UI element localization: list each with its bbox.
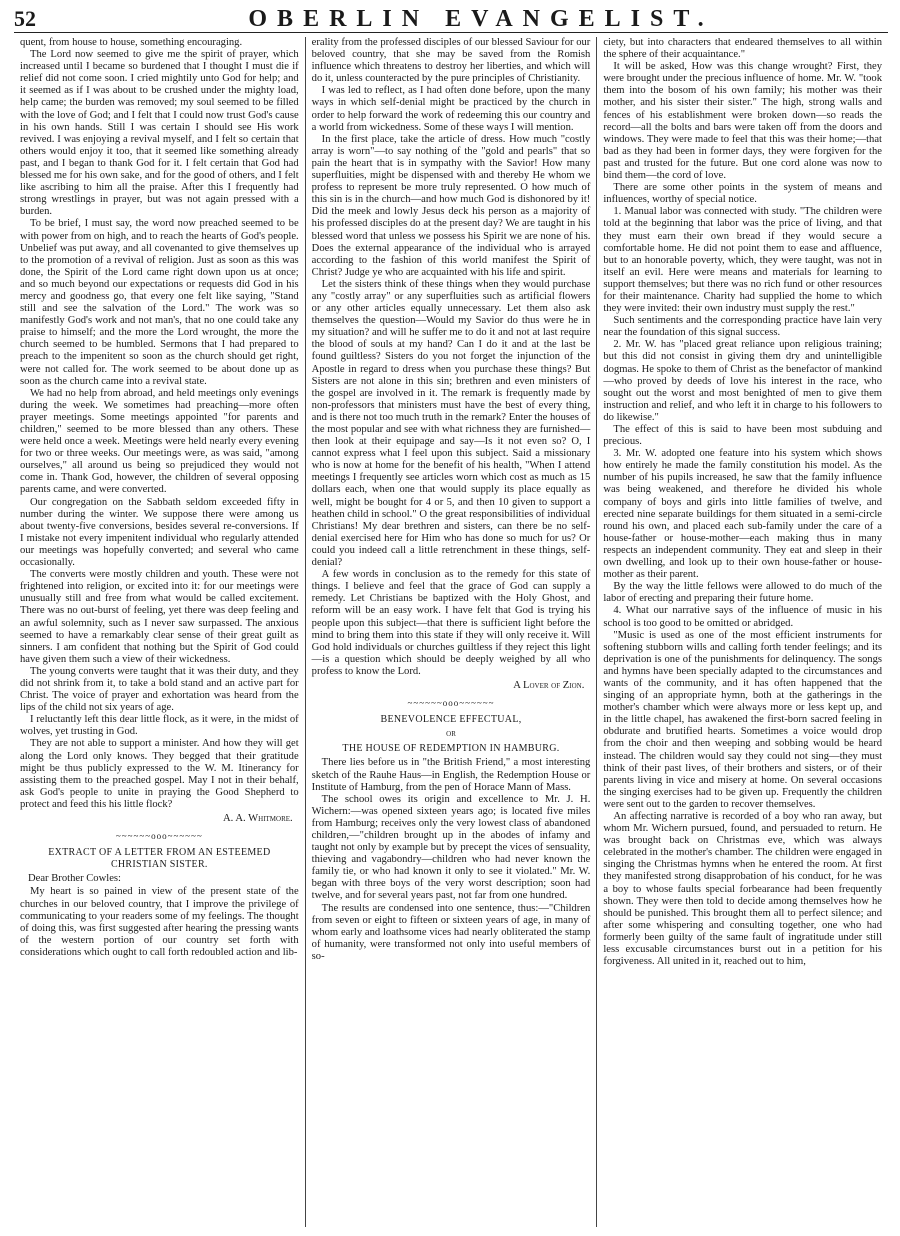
paragraph: Our congregation on the Sabbath seldom exceeded fifty in number during the winter. We suppose there were among us about twenty-five conversions, besides several re-conversions. If I mistake not every impenitent individual who regularly attended our meetings was hopefully converted; and several who came occasionally. (20, 496, 299, 569)
paragraph: We had no help from abroad, and held meetings only evenings during the week. We sometimes had preaching—more often prayer meetings. Some meetings appointed "for parents and children," seemed to be more blessed than any others. These were held once a week. Meetings were held nearly every evening for two or three weeks. Our meetings were, as was said, "among ourselves," all around us being so prejudiced they would not come in. Thank God, however, the children of several opposing parents came, and were converted. (20, 387, 299, 496)
paragraph: To be brief, I must say, the word now preached seemed to be with power from on high, and to reach the hearts of God's people. Unbelief was put away, and all covenanted to give themselves up to the promotion of a revival of religion. Just as soon as this was done, the Spirit of the Lord came right down upon us at once; and so much beyond our expectations or requests did God in his mercy and goodness go, that every one felt like saying, "Stand still and see the salvation of the Lord." The work was so manifestly God's work and not man's, that no one could take any praise to himself; and the more the Lord wrought, the more the church seemed to be humbled. Sermons that I had prepared to preach to the impenitent so soon as the church should get right, were not called for. The work seemed to be about done up as soon as the church came into a revival state. (20, 218, 299, 387)
paragraph: My heart is so pained in view of the present state of the churches in our beloved country, that I improve the privilege of communicating to your readers some of my feelings. The thought of doing this, was first suggested after hearing the pressing wants of the western portion of our country set forth with considerations which ought to call forth redoubled action and lib- (20, 886, 299, 958)
column-2 (305, 37, 597, 1227)
paragraph: It will be asked, How was this change wrought? First, they were brought under the precious influence of home. Mr. W. "took them into the bosom of his own family; his mother was their mother, and his sister their sister." The high, strong walls and fences of his establishment were broken down—so reads the record—all the bolts and bars were taken off from the doors and windows. They were made to feel that this was their home;—that bad as they had been in former days, they were forgiven for the past and trusted for the future. But one cord alone was now to bind them—the cord of love. (603, 61, 883, 182)
paragraph: The young converts were taught that it was their duty, and they did not shrink from it, to take a bold stand and an active part for Christ. The voice of prayer and exhortation was heard from the lips of the child not six years of age. (20, 665, 299, 714)
salutation: Dear Brother Cowles: (28, 873, 121, 885)
paragraph: Let the sisters think of these things when they would purchase any "costly array" or any superfluities such as artificial flowers or any other articles equally unnecessary. Let them also ask themselves the question—Would my Savior do thus were he in my situation? and will he suffer me to do it and not at last require the blood of souls at my hand? Can I do it and at the last be found guiltless? Sisters do you not forget the injunction of the Apostle in regard to dress when you purchase these things? But Sisters are not alone in this sin; brethren and even ministers of the gospel are involved in it. The remark is frequently made by non-professors that ministers must have the best of every thing, and is there not too much truth in the remark? Enter the houses of the most popular and see with what richness they are furnished—then look at their equipage and say—Is it not even so? O, I cannot express what I feel upon this subject. Said a missionary who is now at home for the benefit of his health, "When I attend meetings I frequently see articles worn which cost as much as 15 dollars each, when one that would supply its place equally as well, might be bought for 4 or 5, and then 10 given to support a heathen child in school." O the great responsibilities of individual Christians! My dear brethren and sisters, can there be no self-denial exercised here for Him who has done so much for us? Or could you indeed call a little retrenchment in these things, self-denial? (311, 278, 591, 569)
paragraph: The effect of this is said to have been most subduing and precious. (603, 424, 883, 448)
paragraph: "Music is used as one of the most efficient instruments for softening stubborn wills and calling forth tender feelings; and its deprivation is one of the punishments for delinquency. The songs and hymns have been specially adapted to the circumstances and wants of the community, and it has often happened that the singing of an appropriate hymn, both at the gatherings in the mother's chamber which were always more or less kept up, and in the little chapel, has awakened the first-born sacred feeling in obdurate and brutified hearts. Sometimes a voice would drop from the choir and then weeping and sobbing would be heard instead. The children would say they could not sing—they must think of their past lives, of their brothers and sisters, or of their parents living in vice and misery at home. On several occasions the singing exercises had to be given up. Frequently the children were sent out to the garden to recover themselves. (603, 629, 883, 810)
paragraph: Such sentiments and the corresponding practice have lain very near the foundation of this signal success. (603, 315, 883, 339)
article-heading: BENEVOLENCE EFFECTUAL, (380, 714, 522, 726)
paragraph: There lies before us in "the British Friend," a most interesting sketch of the Rauhe Haus—in English, the Redemption House or Institute of Hamburg, from the pen of Horace Mann of Mass. (311, 757, 591, 793)
paragraph: 2. Mr. W. has "placed great reliance upon religious training; but this did not consist in giving them dry and unintelligible dogmas. He spoke to them of Christ as the benefactor of mankind—who proved by deeds of love his interest in the race, who sought out the worst and most benighted of men to give them instruction and relief, and who left it in charge to his followers to do likewise." (603, 339, 883, 423)
paper-title: OBERLIN EVANGELIST. (248, 6, 714, 32)
masthead (14, 6, 888, 33)
paragraph: The converts were mostly children and youth. These were not frightened into religion, or excited into it: for our meetings were unusually still and free from what would be called excitement. There was no out-burst of feeling, yet there was deep feeling and an awful solemnity, such as I never saw surpassed. The anxious seemed to have a remarkably clear sense of their great guilt as sinners. I am confident that nothing but the Spirit of God could have given them such a view of their wickedness. (20, 569, 299, 665)
paragraph: The school owes its origin and excellence to Mr. J. H. Wichern:—was opened sixteen years ago; is located five miles from Hamburg; receives only the very lowest class of abandoned children,—"children brought up in the abodes of infamy and taught not only by example but by precept the vices of sensuality, thieving and vagabondry—children who had never known the family tie, or who had known it only to see it violated." Mr. W. began with three boys of the very worst description; soon had twelve, and for several years past, not far from one hundred. (311, 793, 591, 902)
heading-connector: OR (446, 730, 456, 739)
section-divider: ~~~~~~ooo~~~~~~ (115, 831, 203, 842)
paragraph: 3. Mr. W. adopted one feature into his system which shows how entirely he made the family constitution his model. As the number of his pupils increased, he saw that the family influence was being weakened, and therefore he divided his whole company of boys and girls into little families of twelve, and erected nine separate buildings for them situated in a semi-circle round his own, and placed each sub-family under the care of a house-father or house-mother—each making thus in many respects an independent community. They eat and sleep in their own dwelling, and look up to their own house-father or house-mother as their parent. (603, 448, 883, 581)
paragraph: They are not able to support a minister. And how they will get along the Lord only knows. They begged that their gratitude might be thus publicly expressed to the W. M. Itinerancy for assisting them to the preached gospel. May I not in their behalf, ask God's people to unite in praying the Good Shepherd to protect and feed this his little flock? (20, 738, 299, 810)
article-heading: EXTRACT OF A LETTER FROM AN ESTEEMED CHRISTIAN SISTER. (48, 847, 271, 871)
paragraph: An affecting narrative is recorded of a boy who ran away, but whom Mr. Wichern pursued, found, and persuaded to return. He was brought back on Christmas eve, which was always celebrated in the mother's chamber. The children were engaged in singing the Christmas hymns when he entered the room. At first they manifested strong disapprobation of his conduct, for he was a boy to whose faults special forbearance had been frequently shown. They were then told to decide among themselves how he should be punished. This brought them all to perfect silence; and after some whispering and consulting together, one who had formerly been guilty of the same fault of ingratitude under still less excusable circumstances burst out in a petition for his forgiveness. All united in it, reached out to him, (603, 811, 883, 968)
paragraph: I was led to reflect, as I had often done before, upon the many ways in which self-denial might be practiced by the church in order to help forward the work of redeeming this our country and a world from wickedness. Some of these ways I will mention. (311, 85, 591, 133)
article-columns (14, 37, 888, 1227)
paragraph: There are some other points in the system of means and influences, worthy of special notice. (603, 182, 883, 206)
paragraph: 4. What our narrative says of the influence of music in his school is too good to be omitted or abridged. (603, 605, 883, 629)
paragraph: The results are condensed into one sentence, thus:—"Children from seven or eight to fifteen or sixteen years of age, in many of whom early and loathsome vices had nearly obliterated the stamp of humanity, were transformed not only into useful members of so- (311, 902, 591, 962)
paragraph: erality from the professed disciples of our blessed Saviour for our beloved country, that she may be saved from the Romish influence which threatens to destroy her liberties, and which will do it, unless counteracted by the pure principles of Christianity. (311, 37, 591, 85)
paragraph: The Lord now seemed to give me the spirit of prayer, which increased until I became so burdened that I thought I must die if relief did not come soon. I cried mightily unto God for help; and it seemed as if I was about to be crushed under the mighty load, help came; the burden was removed; my soul seemed to be filled with the love of God; and I felt that I could now trust God's cause in his own hands. Still I was certain I should see His work revived. I was enjoying a revival myself, and I felt so certain that others would enjoy it too, that it seemed like something already past, and I began to thank God for it. I felt certain that God had blessed me for his own sake, and for the good of others, and I felt like ascribing to him all the praise. After this I frequently had strong wrestlings in prayer, but was not again pressed with a burden. (20, 49, 299, 218)
page-number: 52 (14, 6, 36, 31)
paragraph: A few words in conclusion as to the remedy for this state of things. I believe and feel that the grace of God can supply a remedy. Let Christians be baptized with the Holy Ghost, and reform will be an easy work. I have felt that God is trying his people upon this subject—that there is sufficient light before the mind to bring them into this state if they will only receive it. Will God hold individuals or churches guiltless if they reject this light—is a question which should be deeply weighed by all who profess to know the Lord. (311, 569, 591, 677)
paragraph: ciety, but into characters that endeared themselves to all within the sphere of their acquaintance." (603, 37, 883, 61)
signature: A Lover of Zion. (513, 679, 585, 691)
signature: A. A. Whitmore. (223, 813, 293, 824)
paragraph: By the way the little fellows were allowed to do much of the labor of erecting and preparing their future home. (603, 581, 883, 605)
paragraph: 1. Manual labor was connected with study. "The children were told at the beginning that labor was the price of living, and that they must earn their own bread if they would secure a comfortable home. He did not point them to ease and affluence, but to an honorable poverty, which, they were taught, was not in itself an evil. Here were means and materials for learning to support themselves; but there was no rich fund or other resources for their maintenance. Charity had supplied the home to which they were invited: their own industry must supply the rest." (603, 206, 883, 315)
column-3 (596, 37, 888, 1227)
paragraph: quent, from house to house, something encouraging. (20, 37, 243, 48)
paragraph: I reluctantly left this dear little flock, as it were, in the midst of wolves, yet trusting in God. (20, 714, 299, 738)
column-1 (14, 37, 305, 1227)
section-divider: ~~~~~~ooo~~~~~~ (407, 698, 495, 709)
article-subheading: THE HOUSE OF REDEMPTION IN HAMBURG. (342, 743, 560, 755)
paragraph: In the first place, take the article of dress. How much "costly array is worn"—to say nothing of the "gold and pearls" that so pain the heart that is in sympathy with the Savior! How many superfluities, might be dispensed with and thereby He whom we profess to represent be more truly represented. O how much of this sin is in the church—and how much God is dishonored by it! Did the meek and lowly Jesus deck his person as a majority of his professed disciples do at the present day? We are taught in his blessed word that unless we possess his Spirit we are none of his. Does the external appearance of the individual who is arrayed according to the fashion of this world manifest the Spirit of Christ? Judge ye who are acquainted with his life and spirit. (311, 133, 591, 278)
